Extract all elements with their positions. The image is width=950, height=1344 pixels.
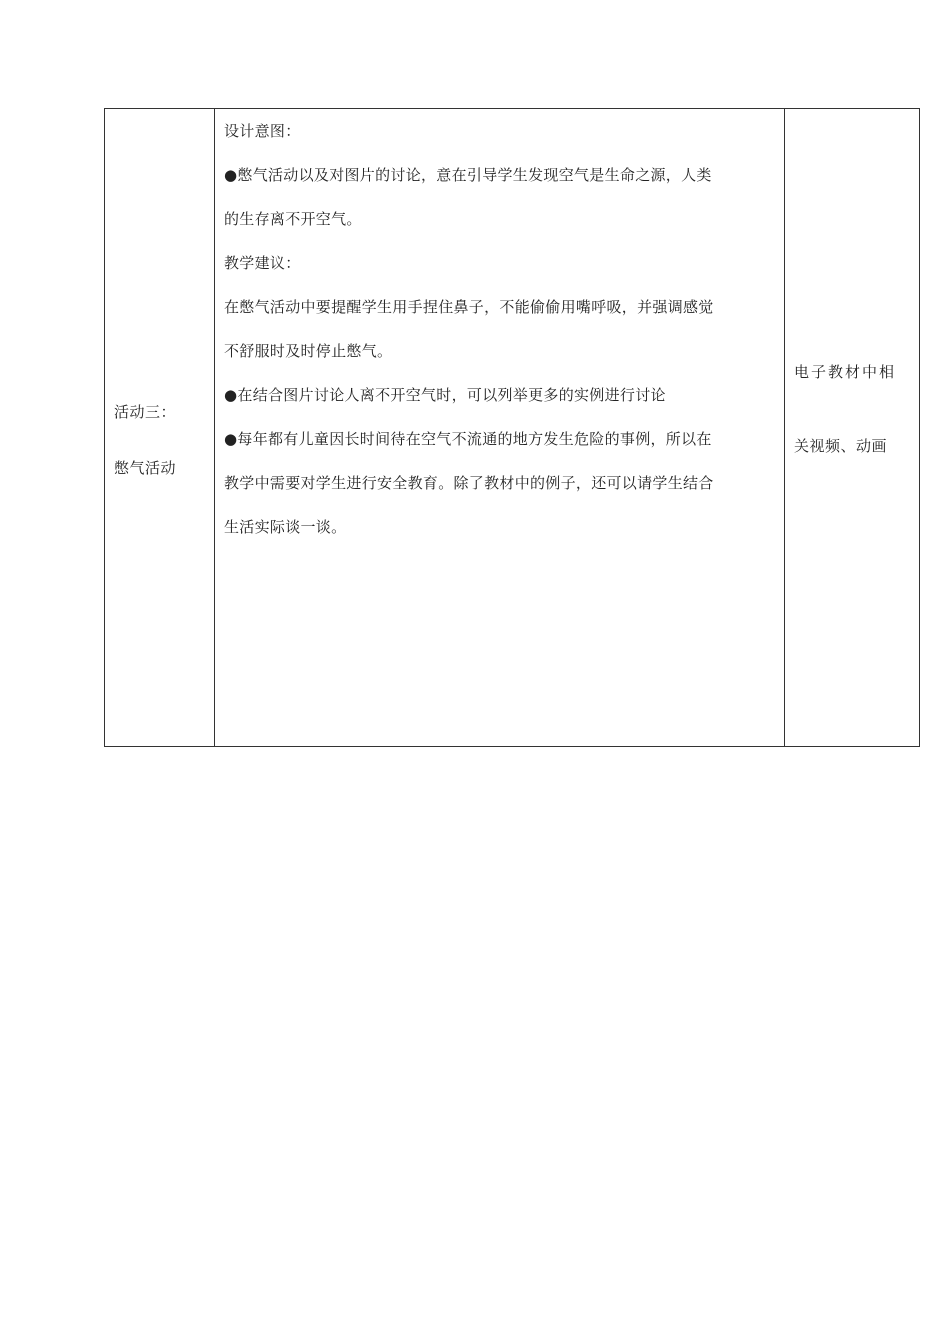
resource-line: 电子教材中相	[794, 363, 897, 381]
activity-cell	[105, 109, 215, 747]
bullet-item: ●在结合图片讨论人离不开空气时，可以列举更多的实例进行讨论	[224, 386, 666, 404]
lesson-plan-table	[104, 108, 920, 747]
table-row	[105, 109, 920, 747]
suggestion-heading: 教学建议：	[224, 254, 301, 272]
activity-label	[114, 384, 176, 496]
resource-cell	[785, 109, 920, 747]
suggestion-line: 不舒服时及时停止憋气。	[224, 342, 393, 360]
content-text	[224, 109, 780, 549]
resource-line: 关视频、动画	[794, 437, 888, 455]
design-heading: 设计意图：	[224, 122, 301, 140]
activity-number: 活动三：	[114, 403, 177, 421]
content-cell	[215, 109, 785, 747]
resource-text	[794, 335, 896, 483]
design-line: ●憋气活动以及对图片的讨论，意在引导学生发现空气是生命之源，人类	[224, 166, 712, 184]
bullet-item-continuation: 生活实际谈一谈。	[224, 518, 347, 536]
suggestion-line: 在憋气活动中要提醒学生用手捏住鼻子，不能偷偷用嘴呼吸，并强调感觉	[224, 298, 714, 316]
bullet-item: ●每年都有儿童因长时间待在空气不流通的地方发生危险的事例，所以在	[224, 430, 712, 448]
bullet-item-continuation: 教学中需要对学生进行安全教育。除了教材中的例子，还可以请学生结合	[224, 474, 714, 492]
design-line: 的生存离不开空气。	[224, 210, 362, 228]
activity-title: 憋气活动	[114, 459, 177, 477]
